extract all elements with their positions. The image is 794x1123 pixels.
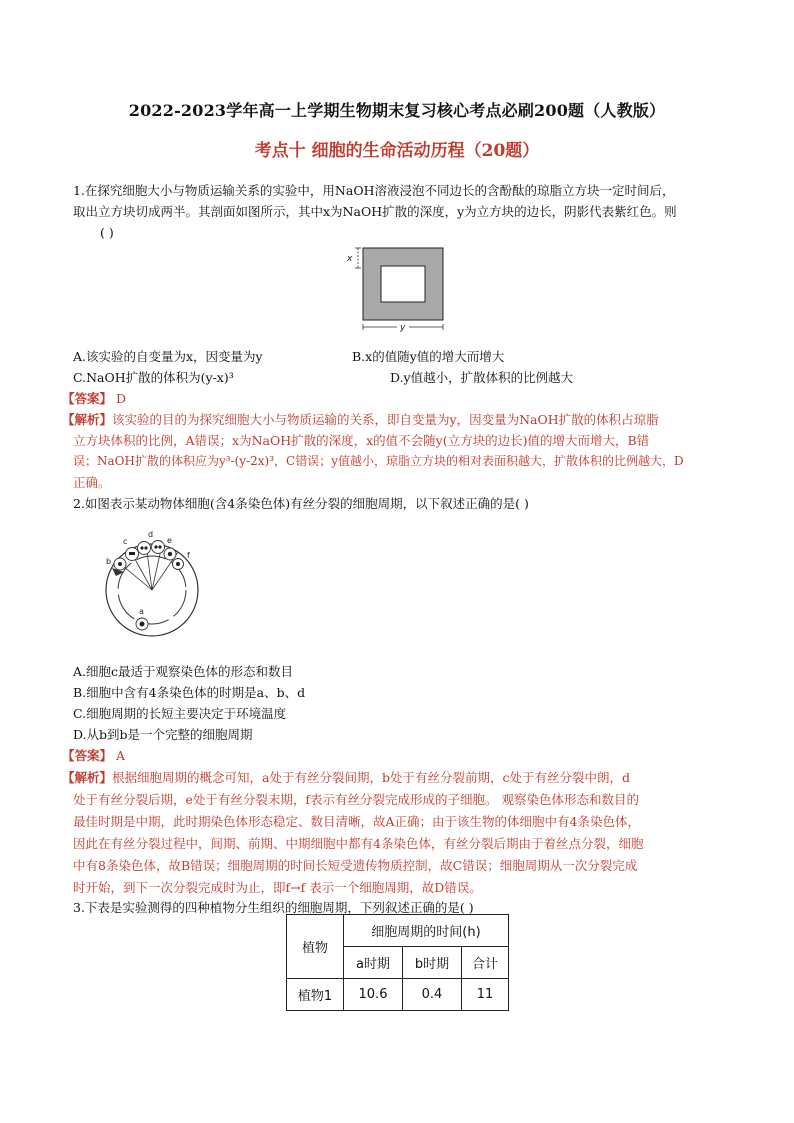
section-subtitle: 考点十 细胞的生命活动历程（20题）	[254, 141, 540, 161]
cell-b: 0.4	[403, 979, 462, 1011]
answer-value: A	[116, 748, 126, 763]
q2-option-b: B.细胞中含有4条染色体的时期是a、b、d	[73, 685, 306, 700]
q2-answer	[62, 745, 722, 766]
table-row	[287, 979, 509, 1011]
q2-analysis-line2: 处于有丝分裂后期，e处于有丝分裂末期，f表示有丝分裂完成形成的子细胞。 观察染色体形态和数目的	[73, 792, 639, 807]
q2-analysis-line1	[62, 767, 742, 788]
q1-option-a: A.该实验的自变量为x，因变量为y	[73, 349, 263, 364]
answer-tag: 【答案】	[62, 391, 113, 406]
header-b-phase: b时期	[403, 947, 462, 979]
x-label: x	[347, 254, 353, 264]
q1-stem-line2: 取出立方块切成两半。其剖面如图所示，其中x为NaOH扩散的深度，y为立方块的边长，阴影代表紫红色。则	[73, 204, 677, 219]
label-e: e	[167, 536, 172, 545]
q2-option-d: D.从b到b是一个完整的细胞周期	[73, 727, 253, 742]
cell-d2	[152, 541, 165, 554]
y-side-marker	[363, 323, 443, 333]
y-label: y	[400, 323, 406, 333]
label-d: d	[148, 530, 154, 539]
q2-analysis-line3: 最佳时期是中期，此时期染色体形态稳定、数目清晰，故A正确；由于该生物的体细胞中有4条染色体，	[73, 814, 640, 829]
q2-cell-cycle-figure	[90, 528, 210, 640]
q1-analysis-line4: 正确。	[73, 475, 111, 490]
header-cycle-time: 细胞周期的时间(h)	[344, 915, 509, 947]
q1-answer	[62, 388, 722, 409]
unstained-core	[381, 266, 425, 302]
q1-option-c: C.NaOH扩散的体积为(y-x)³	[73, 370, 234, 385]
q2-analysis-line5: 中有8条染色体，故B错误；细胞周期的时间长短受遗传物质控制，故C错误；细胞周期从一次分裂完成	[73, 858, 638, 873]
q1-stem-line3: ( )	[100, 225, 114, 240]
label-b: b	[106, 557, 112, 566]
header-total: 合计	[462, 947, 509, 979]
header-a-phase: a时期	[344, 947, 403, 979]
label-f: f	[187, 551, 190, 560]
q3-stem: 3.下表是实验测得的四种植物分生组织的细胞周期，下列叙述正确的是( )	[73, 900, 474, 915]
cell-a: 10.6	[344, 979, 403, 1011]
cell-plant: 植物1	[287, 979, 344, 1011]
cell-d1	[138, 542, 151, 555]
q1-analysis-line2: 立方块体积的比例，A错误；x为NaOH扩散的深度，x的值不会随y(立方块的边长)值的增大而增大，B错	[73, 433, 650, 448]
analysis-tag: 【解析】	[62, 412, 113, 427]
q1-stem-line1: 1.在探究细胞大小与物质运输关系的实验中，用NaOH溶液浸泡不同边长的含酚酞的琼脂立方块一定时间后，	[73, 183, 675, 198]
q2-stem: 2.如图表示某动物体细胞(含4条染色体)有丝分裂的细胞周期，以下叙述正确的是( )	[73, 496, 529, 511]
q2-option-a: A.细胞c最适于观察染色体的形态和数目	[73, 664, 294, 679]
q2-option-c: C.细胞周期的长短主要决定于环境温度	[73, 706, 287, 721]
q1-option-d: D.y值越小，扩散体积的比例越大	[390, 370, 574, 385]
answer-value: D	[116, 391, 127, 406]
page-title: 2022-2023学年高一上学期生物期末复习核心考点必刷200题（人教版）	[128, 101, 666, 120]
q2-analysis-line4: 因此在有丝分裂过程中，间期、前期、中期细胞中都有4条染色体，有丝分裂后期由于着丝点分裂，细胞	[73, 836, 644, 851]
analysis-tag: 【解析】	[62, 770, 113, 785]
label-c: c	[123, 537, 128, 546]
q1-option-b: B.x的值随y值的增大而增大	[352, 349, 505, 364]
cell-total: 11	[462, 979, 509, 1011]
label-a: a	[139, 607, 144, 616]
q3-cell-cycle-table	[286, 914, 509, 1011]
q1-analysis-line1	[62, 409, 742, 430]
q1-analysis-line3: 误；NaOH扩散的体积应为y³-(y-2x)³，C错误；y值越小，琼脂立方块的相对表面积越大，扩散体积的比例越大，D	[73, 454, 684, 468]
x-depth-marker	[346, 248, 361, 268]
header-plant: 植物	[287, 915, 344, 979]
q1-agar-cube-figure	[335, 244, 455, 336]
analysis-text: 该实验的目的为探究细胞大小与物质运输的关系，即自变量为y，因变量为NaOH扩散的体积占琼脂	[112, 412, 659, 427]
q2-analysis-line6: 时开始，到下一次分裂完成时为止，即f→f 表示一个细胞周期，故D错误。	[73, 880, 482, 895]
answer-tag: 【答案】	[62, 748, 113, 763]
analysis-text: 根据细胞周期的概念可知，a处于有丝分裂间期，b处于有丝分裂前期，c处于有丝分裂中朗，d	[112, 770, 630, 785]
